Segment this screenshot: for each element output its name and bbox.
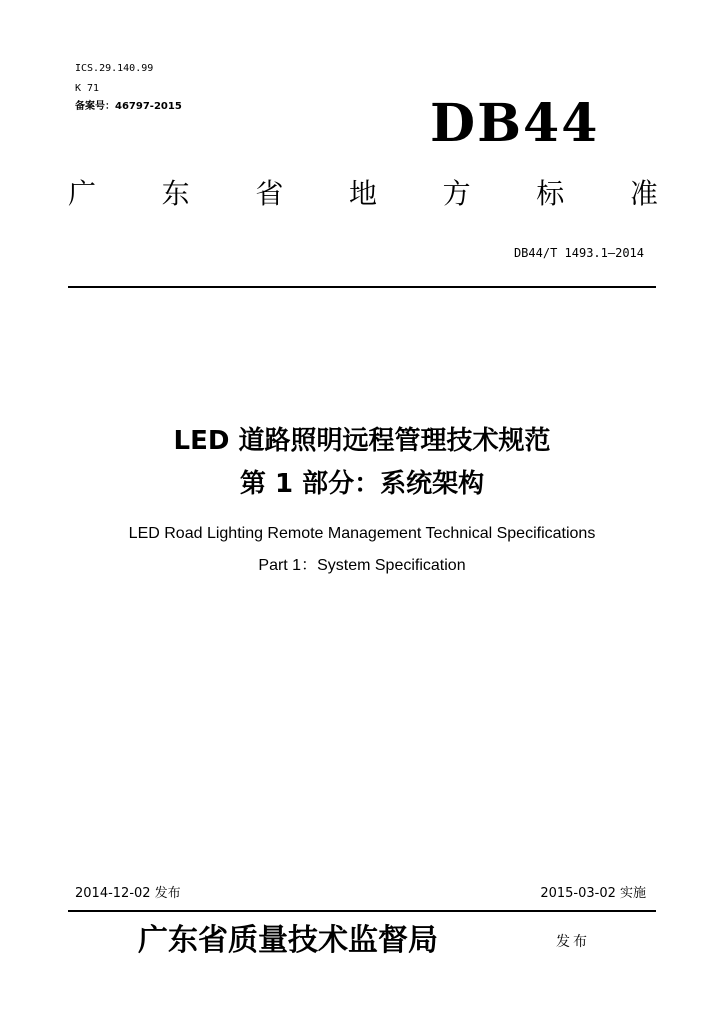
standard-number: DB44/T 1493.1—2014	[513, 246, 644, 260]
authority-char: 广	[68, 177, 97, 210]
ccs-code: K 71	[75, 83, 100, 94]
title-zh-part: 第 1 部分：系统架构	[239, 469, 485, 499]
header-divider	[68, 286, 656, 288]
standard-mark: DB44	[430, 93, 600, 154]
authority-char: 方	[442, 177, 471, 210]
authority-char: 地	[348, 177, 377, 210]
ics-code: ICS.29.140.99	[75, 63, 154, 74]
issuing-action: 发布	[556, 934, 590, 950]
title-zh-main: LED 道路照明远程管理技术规范	[173, 426, 551, 456]
authority-char: 省	[255, 177, 284, 210]
issuing-authority: 广东省质量技术监督局	[138, 923, 438, 958]
issue-date: 2014-12-02 发布	[75, 886, 181, 901]
authority-char: 准	[629, 177, 658, 210]
authority-title	[68, 174, 658, 214]
filing-number: 备案号：46797-2015	[75, 101, 182, 112]
footer-divider	[68, 910, 656, 912]
title-en-part: Part 1：System Specification	[258, 557, 466, 574]
effective-date: 2015-03-02 实施	[540, 886, 646, 901]
title-en-main: LED Road Lighting Remote Management Technical Specifications	[128, 525, 596, 542]
authority-char: 标	[536, 177, 565, 210]
authority-char: 东	[161, 177, 190, 210]
